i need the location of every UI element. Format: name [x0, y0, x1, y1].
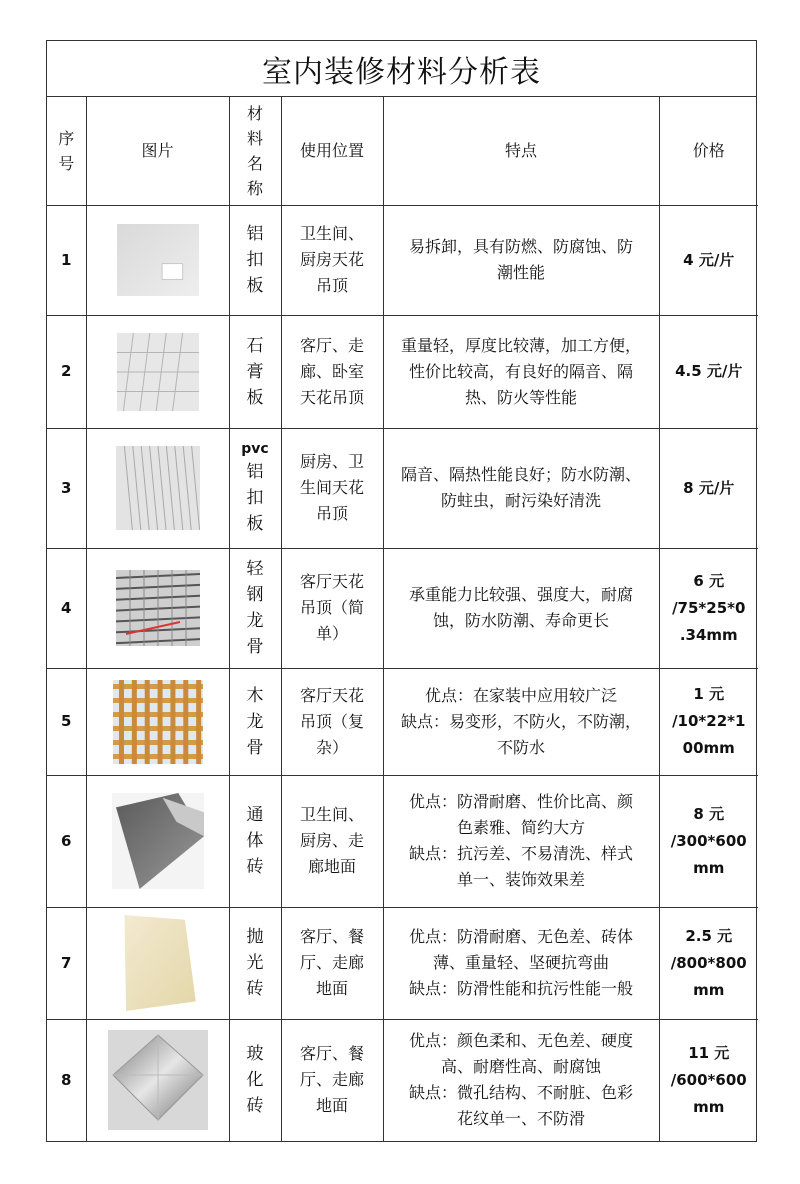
price-line: /10*22*1	[672, 712, 746, 730]
material-name-char: 骨	[246, 637, 264, 657]
features-line: 承重能力比较强、强度大，耐腐	[408, 585, 633, 604]
table-row	[47, 907, 758, 1019]
features-line: 优点：在家装中应用较广泛	[424, 685, 617, 705]
header-features: 特点	[383, 97, 659, 205]
features-line: 薄、重量轻、坚硬抗弯曲	[432, 953, 609, 972]
price-line: 00mm	[682, 739, 735, 757]
features-line: 优点：防滑耐磨、性价比高、颜	[408, 792, 633, 811]
table-row	[47, 548, 758, 668]
price-line: 4.5 元/片	[675, 362, 743, 380]
features-line: 缺点：微孔结构、不耐脏、色彩	[408, 1083, 633, 1103]
row-number: 5	[47, 668, 86, 775]
material-name	[229, 428, 281, 548]
features	[383, 907, 659, 1019]
material-name-char: 砖	[246, 979, 264, 999]
material-name-char: 玻	[246, 1044, 264, 1065]
gypsum-board-ceiling-photo	[117, 333, 199, 411]
row-number: 6	[47, 775, 86, 907]
material-image-cell	[86, 775, 229, 907]
features	[383, 775, 659, 907]
usage-position-line: 廊、卧室	[299, 361, 364, 381]
light-steel-keel-photo	[116, 570, 200, 646]
features-line: 高、耐磨性高、耐腐蚀	[440, 1057, 601, 1077]
usage-position	[281, 205, 383, 315]
usage-position-line: 客厅天花	[299, 572, 364, 591]
features	[383, 548, 659, 668]
material-name-char: 板	[246, 514, 264, 534]
usage-position-line: 厨房、走	[299, 831, 364, 850]
price	[659, 548, 758, 668]
usage-position-line: 客厅、餐	[299, 927, 364, 946]
usage-position-line: 廊地面	[307, 857, 356, 876]
material-table-sheet	[46, 40, 757, 1142]
usage-position-line: 厅、走廊	[299, 953, 364, 972]
features	[383, 205, 659, 315]
polished-tile-photo	[116, 915, 200, 1011]
table-row	[47, 1019, 758, 1141]
material-name-char: pvc	[241, 441, 269, 457]
price-line: mm	[693, 1097, 725, 1116]
vitrified-tile-photo	[108, 1030, 208, 1130]
usage-position	[281, 907, 383, 1019]
row-number: 7	[47, 907, 86, 1019]
price-line: mm	[693, 858, 725, 877]
price-line: mm	[693, 980, 725, 999]
features	[383, 1019, 659, 1141]
usage-position-line: 客厅天花	[299, 685, 364, 705]
header-position: 使用位置	[281, 97, 383, 205]
usage-position-line: 单）	[315, 624, 348, 643]
features-line: 热、防火等性能	[464, 387, 577, 407]
material-name-char: 龙	[246, 611, 264, 631]
usage-position-line: 吊顶（复	[299, 711, 364, 731]
usage-position	[281, 775, 383, 907]
material-name-char: 板	[246, 387, 264, 408]
full-body-tile-photo	[112, 793, 204, 889]
usage-position	[281, 428, 383, 548]
row-number: 2	[47, 315, 86, 428]
usage-position-line: 地面	[315, 979, 348, 998]
price-line: /300*600	[670, 831, 747, 850]
features-line: 色素雅、简约大方	[456, 818, 585, 837]
material-name-char: 龙	[246, 711, 264, 732]
features-line: 缺点：防滑性能和抗污性能一般	[408, 979, 633, 998]
header-image: 图片	[86, 97, 229, 205]
material-name	[229, 315, 281, 428]
usage-position-line: 厨房、卫	[299, 452, 364, 471]
material-name-char: 扣	[246, 488, 264, 508]
price-line: 4 元/片	[683, 250, 735, 269]
material-name-char: 骨	[246, 737, 264, 758]
features-line: 缺点：抗污差、不易清洗、样式	[408, 844, 633, 863]
material-name-char: 光	[246, 953, 264, 973]
features-line: 重量轻，厚度比较薄，加工方便，	[400, 335, 641, 355]
features-line: 单一、装饰效果差	[456, 870, 585, 889]
material-name-char: 体	[246, 831, 264, 851]
material-name	[229, 548, 281, 668]
price-line: 8 元/片	[683, 478, 735, 497]
row-number: 8	[47, 1019, 86, 1141]
usage-position	[281, 548, 383, 668]
material-image-cell	[86, 907, 229, 1019]
price-line: /600*600	[670, 1070, 747, 1089]
header-row	[47, 97, 758, 205]
price-line: 2.5 元	[685, 926, 733, 945]
usage-position-line: 客厅、走	[299, 335, 364, 355]
usage-position-line: 吊顶	[315, 276, 348, 295]
usage-position-line: 厨房天花	[299, 250, 364, 269]
usage-position-line: 厅、走廊	[299, 1070, 364, 1090]
features-line: 优点：防滑耐磨、无色差、砖体	[408, 927, 633, 946]
material-name-char: 铝	[246, 462, 264, 482]
features-line: 不防水	[496, 737, 545, 757]
price-line: /75*25*0	[672, 598, 746, 617]
material-image-cell	[86, 668, 229, 775]
price-line: .34mm	[679, 625, 738, 644]
header-price: 价格	[659, 97, 758, 205]
material-image-cell	[86, 315, 229, 428]
features-line: 隔音、隔热性能良好；防水防潮、	[400, 465, 641, 484]
material-name-char: 膏	[246, 361, 264, 382]
features-line: 潮性能	[496, 263, 545, 282]
price	[659, 775, 758, 907]
features-line: 易拆卸，具有防燃、防腐蚀、防	[408, 237, 633, 256]
features-line: 优点：颜色柔和、无色差、硬度	[408, 1031, 633, 1051]
material-name-char: 铝	[246, 224, 264, 244]
price	[659, 1019, 758, 1141]
features	[383, 668, 659, 775]
table-row	[47, 428, 758, 548]
usage-position-line: 吊顶（简	[299, 598, 364, 617]
usage-position-line: 杂）	[315, 737, 348, 757]
table-row	[47, 668, 758, 775]
aluminum-panel-ceiling-photo	[117, 224, 199, 296]
price-line: 6 元	[693, 571, 725, 590]
features-line: 缺点：易变形，不防火，不防潮，	[400, 711, 641, 731]
features-line: 蚀，防水防潮、寿命更长	[432, 611, 609, 630]
usage-position-line: 吊顶	[315, 504, 348, 523]
material-name-char: 化	[246, 1070, 264, 1091]
usage-position-line: 生间天花	[299, 478, 364, 497]
usage-position-line: 地面	[315, 1096, 348, 1116]
material-name-char: 砖	[246, 857, 264, 877]
wood-keel-photo	[113, 680, 203, 764]
material-name	[229, 1019, 281, 1141]
material-image-cell	[86, 548, 229, 668]
features	[383, 428, 659, 548]
material-name-char: 石	[246, 335, 264, 356]
price-line: 8 元	[693, 804, 725, 823]
price	[659, 428, 758, 548]
usage-position-line: 卫生间、	[299, 805, 364, 824]
price	[659, 205, 758, 315]
usage-position	[281, 1019, 383, 1141]
usage-position-line: 客厅、餐	[299, 1044, 364, 1064]
features-line: 花纹单一、不防滑	[456, 1109, 585, 1129]
table-title: 室内装修材料分析表	[47, 41, 756, 97]
price-line: /800*800	[670, 953, 747, 972]
row-number: 4	[47, 548, 86, 668]
price	[659, 907, 758, 1019]
material-name-char: 扣	[246, 250, 264, 270]
material-name-char: 通	[246, 805, 264, 825]
usage-position	[281, 668, 383, 775]
material-image-cell	[86, 428, 229, 548]
features-line: 防蛀虫，耐污染好清洗	[440, 491, 601, 510]
material-name-char: 木	[246, 685, 264, 706]
header-name: 材 料 名 称	[229, 97, 281, 205]
header-no: 序 号	[47, 97, 86, 205]
table-row	[47, 775, 758, 907]
material-name-char: 板	[246, 276, 264, 296]
features-line: 性价比较高，有良好的隔音、隔	[408, 361, 633, 381]
table-row	[47, 205, 758, 315]
material-name	[229, 907, 281, 1019]
pvc-aluminum-panel-photo	[116, 446, 200, 530]
material-image-cell	[86, 205, 229, 315]
material-table	[47, 97, 758, 1141]
usage-position-line: 卫生间、	[299, 224, 364, 243]
material-name	[229, 668, 281, 775]
price-line: 1 元	[693, 685, 725, 703]
usage-position-line: 天花吊顶	[299, 387, 364, 407]
material-name-char: 砖	[246, 1096, 264, 1117]
features	[383, 315, 659, 428]
material-name	[229, 775, 281, 907]
price	[659, 315, 758, 428]
material-image-cell	[86, 1019, 229, 1141]
price-line: 11 元	[688, 1043, 730, 1062]
table-row	[47, 315, 758, 428]
row-number: 3	[47, 428, 86, 548]
material-name-char: 轻	[246, 559, 264, 579]
row-number: 1	[47, 205, 86, 315]
material-name-char: 抛	[246, 927, 264, 947]
material-name	[229, 205, 281, 315]
price	[659, 668, 758, 775]
material-name-char: 钢	[246, 585, 264, 605]
usage-position	[281, 315, 383, 428]
